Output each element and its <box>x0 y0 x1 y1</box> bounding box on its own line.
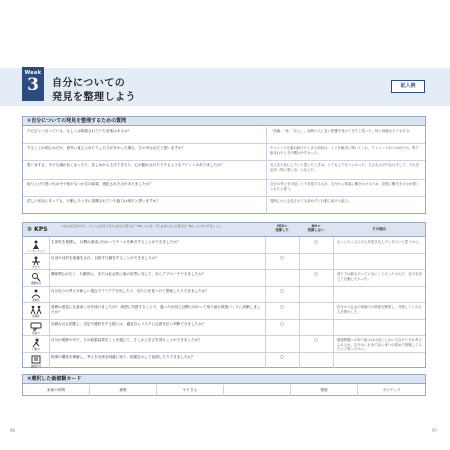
yes-column-header: YES＝ 発揮した <box>275 224 289 233</box>
column-divider <box>266 144 267 160</box>
kps-row <box>23 238 425 254</box>
reason-cell[interactable]: 自分から社会の皆様での商業を開業し、共感してくれる人を増やした。 <box>337 305 422 314</box>
answer-text[interactable]: チャレンジを重ね続けたときの前回は、ミスを解決に導いてくれ、チャレンジがつかめたか。集り組まれたとき中間はやすかった。 <box>270 146 419 155</box>
values-card-section <box>22 374 426 396</box>
kps-icon-label: 行動力 <box>32 348 40 351</box>
column-divider <box>266 197 267 214</box>
leadership-icon <box>29 240 43 249</box>
question-text: することが明らかだが、意外に覚えられたりした力が多かった場合、その中はなだと思いますか？ <box>27 146 186 150</box>
communication-icon <box>29 322 43 331</box>
kps-header <box>23 223 425 237</box>
kps-row <box>23 353 425 368</box>
kps-icon-label: 柔軟性 <box>32 299 40 302</box>
discovery-icon <box>29 272 43 281</box>
week-badge <box>22 67 44 101</box>
value-cards-row <box>23 385 425 396</box>
page-title-line1: 自分についての <box>52 78 126 89</box>
kps-question: 周囲の意見に注意深く耳を傾けましたか？ 周囲に共感することで、違ったが同じ目標に向かって取り組む環境づくりに貢献しましたか？ <box>51 305 261 314</box>
kps-row <box>23 287 425 303</box>
question-section <box>22 116 426 214</box>
answer-text[interactable]: 「高橋」「母」「友人」。周囲の人に良い影響を受けてきたと思った。特に両親はそうも多分。 <box>270 129 413 133</box>
question-text: 苦しい状況にあっても、行動したときに発揮されていた能力は何だと思いますか？ <box>27 199 160 203</box>
kps-section <box>22 222 426 368</box>
question-row <box>23 197 425 214</box>
execution-icon <box>29 256 43 265</box>
column-divider <box>266 180 267 196</box>
value-card[interactable]: 家族や仲間 <box>23 385 90 396</box>
value-card[interactable] <box>224 385 291 396</box>
page-title-line2: 発見を整理しよう <box>52 92 136 103</box>
right-page-number: 97 <box>432 428 438 433</box>
kps-row <box>23 320 425 336</box>
kps-icon-label: 実行力 <box>32 266 40 269</box>
kps-icon-label: リーダーシップ <box>26 250 46 253</box>
value-card[interactable]: やりきる <box>157 385 224 396</box>
yes-cell[interactable]: ○ <box>280 289 284 294</box>
logic-icon <box>29 355 43 364</box>
kps-row <box>23 303 425 320</box>
yes-cell[interactable]: ○ <box>280 322 284 327</box>
flexibility-icon <box>29 289 43 298</box>
value-card[interactable]: 環境 <box>291 385 358 396</box>
kps-icon-label: 課題発見 <box>30 282 42 285</box>
yes-cell[interactable]: ○ <box>280 305 284 310</box>
column-divider <box>266 161 267 179</box>
question-row <box>23 161 425 180</box>
kps-row <box>23 254 425 270</box>
no-cell[interactable]: ○ <box>314 240 318 245</box>
kps-instructions: ＊左の文章をかけて、もしくは自分に当てはまると思えば「YES」に○を、当てはまらないと思えば「NO」に○をつけましょう。 <box>61 224 224 228</box>
week-number: 3 <box>27 75 39 95</box>
value-card[interactable]: ポジティブ <box>382 388 401 392</box>
question-row <box>23 144 425 161</box>
answer-text[interactable]: 周囲にから会話されても諦めずに行動し続ける能力。 <box>270 199 352 203</box>
example-badge: 記入例 <box>391 80 425 93</box>
kps-question: 興味関心が広く、行動的に、または社会的に他の世界に対して、自らアプローチできましたか？ <box>51 272 206 276</box>
left-page-number: 96 <box>10 428 16 433</box>
no-cell[interactable]: ○ <box>314 338 318 343</box>
reason-cell[interactable]: 環境問題への取り組みはほぼにしかいろなやり方が考えられるが、自分はこれまでないまいの改めで挑戦してみたいと思ったから。 <box>337 338 422 352</box>
kps-question: 主体性を発揮し、目標の達成に向かってチームを牽引することができましたか？ <box>51 240 181 244</box>
answer-text[interactable]: 友人を大切にしたいと思ったときは、とてもよでもつらかった。そんな人の中なれずして、それを応用（特に思い出）に伝えた。 <box>270 163 420 172</box>
no-column-header: NO＝ 発揮しない <box>307 224 325 233</box>
kps-question: 自身や目的を意識をされ、目指す行動をすることができましたか？ <box>51 256 160 260</box>
week-label: Week <box>24 70 42 76</box>
answer-text[interactable]: 自分の考えを対話ことで自覚するもが、自分から相談に働きかけるため、怒感に働きまるかが強くとれたと思う。 <box>270 182 420 191</box>
kps-question: 自分なりの考えや新しい視点でアイデアを出したり、切り口を見つけて提案したりできましたか？ <box>51 289 209 293</box>
section-title: ①自分についての発見を整理するための質問 <box>23 117 425 126</box>
question-row <box>23 127 425 144</box>
kps-icon-label: 協調性 <box>32 315 40 318</box>
reason-cell[interactable]: 周りでは最もやっていないことだったけれど、自分を信じて行動したかった。 <box>337 272 422 281</box>
kps-question: 物事の構造を理解し、考えを出張を明確に知り、根拠を示して説明したりできましたか？ <box>51 355 195 359</box>
kps-icon-label: 発信力 <box>32 332 40 335</box>
question-text: 思いますさ、今でも頭が良くなったり、苦しめがみ上げてきたり、心が動かされたりするようなデイントはありましたか？ <box>27 163 225 167</box>
no-cell[interactable]: ○ <box>314 272 318 277</box>
question-text: 取り上げた思い出の中で何がもつか生の結果、感化された点がありましたか？ <box>27 182 153 186</box>
kps-icon-label: 論理思考 <box>30 365 42 368</box>
kps-row <box>23 270 425 287</box>
action-icon <box>29 338 43 347</box>
reason-column-header: その理由 <box>372 227 386 231</box>
question-text: ただひとつ言っている、もしくは相談されていた音楽はあるか？ <box>27 129 132 133</box>
section-title: ② KPS <box>27 226 48 233</box>
yes-cell[interactable]: ○ <box>280 256 284 261</box>
kps-question: 自分の視野の中で、その結果結果をことを通じて、そこから学びを得ることができましたか？ <box>51 338 202 342</box>
column-divider <box>266 127 267 143</box>
kps-question: 詳細な点も把握し、決定や選択をする際には、適宜自らリスクに注意を払い判断できましたか？ <box>51 322 206 326</box>
value-card[interactable]: 挑戦 <box>90 385 157 396</box>
yes-cell[interactable]: ○ <box>280 355 284 360</box>
teamwork-icon <box>29 305 43 314</box>
section-title: ③選択した価値観カード <box>23 375 425 384</box>
question-row <box>23 180 425 197</box>
kps-row <box>23 336 425 353</box>
reason-cell[interactable]: もっとたくさんの人を巻き込んでいきたいと思うから。 <box>337 240 422 244</box>
